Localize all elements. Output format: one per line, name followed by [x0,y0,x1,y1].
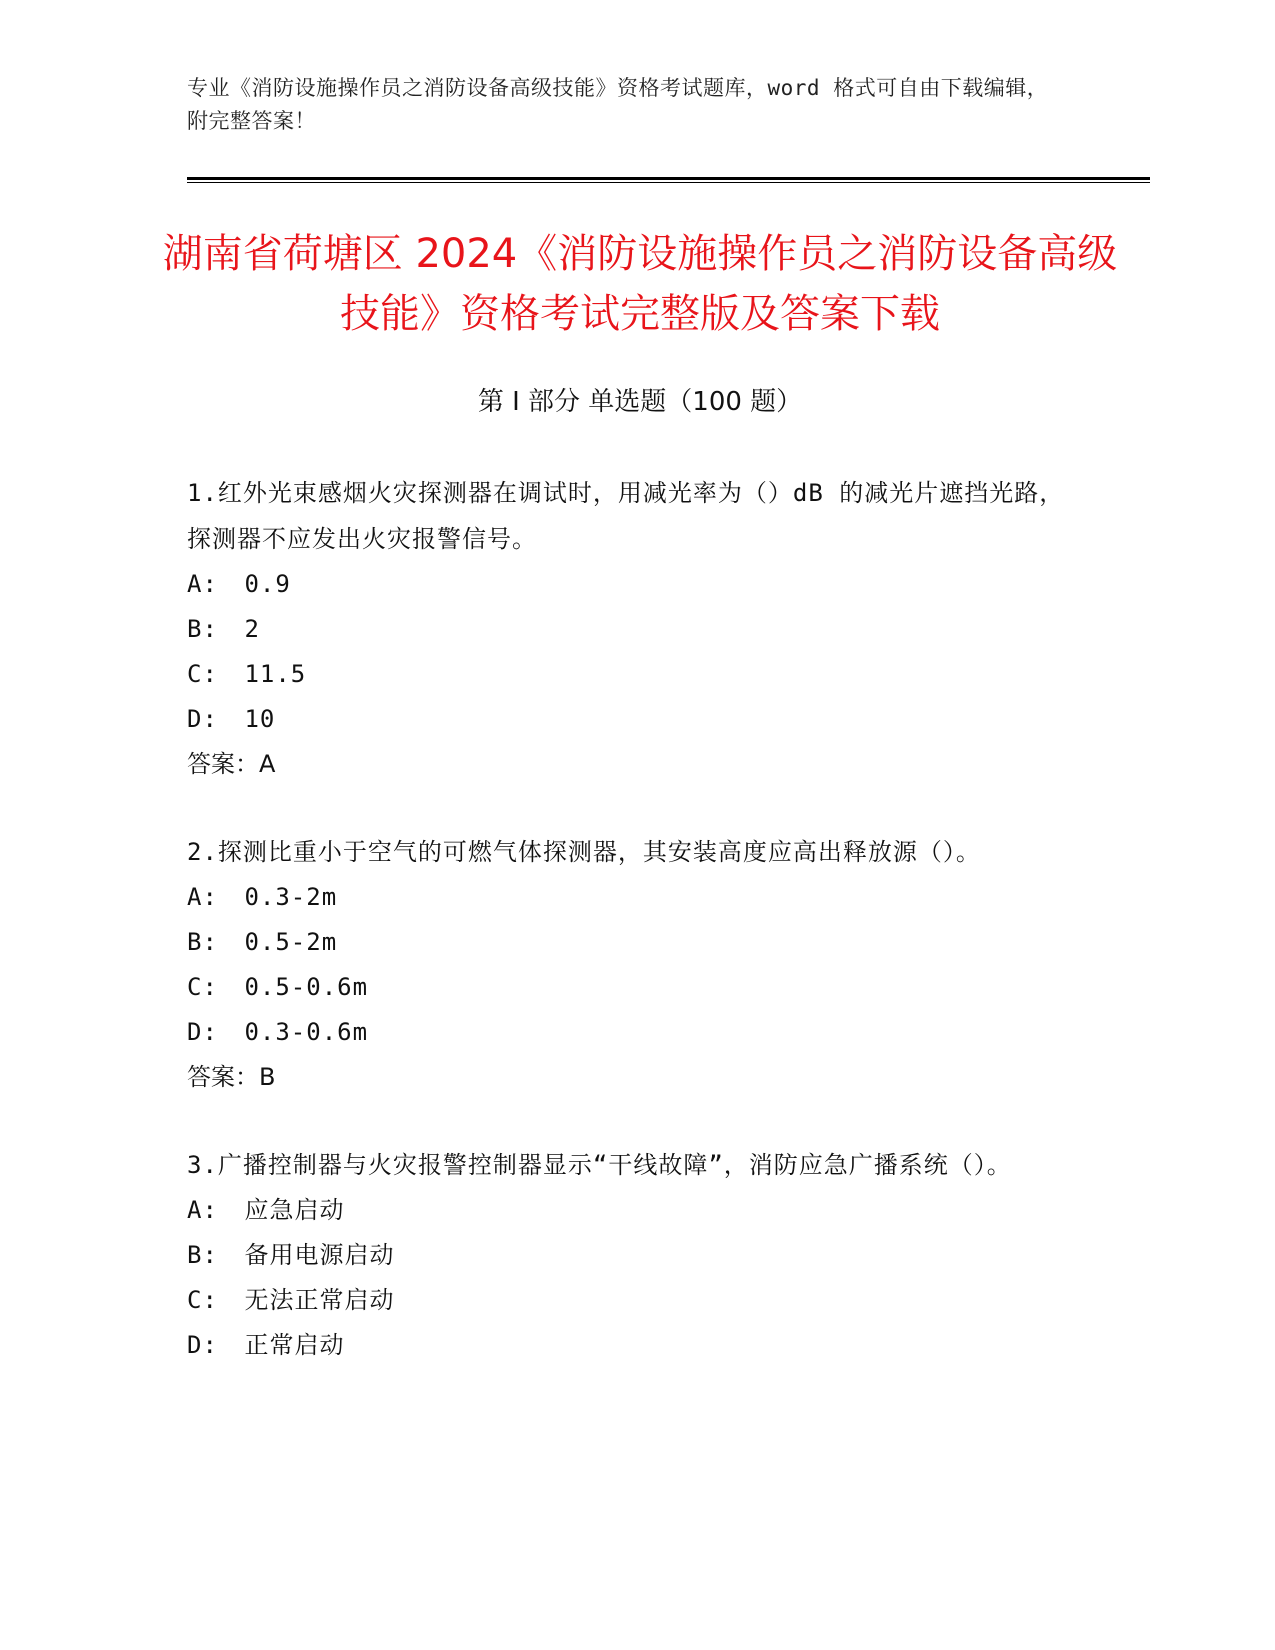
option-label: C: [187,973,218,1001]
header-note: 专业《消防设施操作员之消防设备高级技能》资格考试题库，word 格式可自由下载编辑，附完整答案！ [187,76,1049,133]
option-label: B: [187,1241,218,1269]
option-label: C: [187,1286,218,1314]
option-label: A: [187,883,218,911]
option-d [187,1010,1067,1055]
question-2 [187,829,1067,1100]
option-label: A: [187,1196,218,1224]
question-stem: 1.红外光束感烟火灾探测器在调试时，用减光率为（）dB 的减光片遮挡光路，探测器不应发出火灾报警信号。 [187,479,1065,553]
option-label: A: [187,570,218,598]
option-label: B: [187,928,218,956]
option-text: 正常启动 [244,1331,345,1359]
option-a [187,875,1067,920]
option-text: 备用电源启动 [244,1241,395,1269]
option-c [187,965,1067,1010]
answer-line: 答案：A [187,750,276,778]
option-text: 0.5-0.6m [244,973,369,1001]
header-rule-thick [187,177,1150,180]
option-text: 0.3-2m [244,883,338,911]
option-d [187,697,1067,742]
option-d [187,1323,1067,1368]
option-label: D: [187,1018,218,1046]
option-text: 11.5 [244,660,307,688]
option-label: B: [187,615,218,643]
option-text: 0.3-0.6m [244,1018,369,1046]
option-text: 0.5-2m [244,928,338,956]
option-text: 应急启动 [244,1196,345,1224]
option-text: 10 [244,705,276,733]
option-label: D: [187,1331,218,1359]
option-text: 2 [244,615,260,643]
option-b [187,1233,1067,1278]
option-c [187,652,1067,697]
question-stem: 3.广播控制器与火灾报警控制器显示“干线故障”，消防应急广播系统（）。 [187,1151,1012,1179]
option-b [187,607,1067,652]
question-1 [187,470,1067,787]
option-b [187,920,1067,965]
option-text: 无法正常启动 [244,1286,395,1314]
answer-line: 答案：B [187,1063,276,1091]
option-label: D: [187,705,218,733]
option-a [187,1188,1067,1233]
section-heading: 第 I 部分 单选题（100 题） [477,387,803,417]
option-label: C: [187,660,218,688]
question-3 [187,1142,1067,1368]
question-stem: 2.探测比重小于空气的可燃气体探测器，其安装高度应高出释放源（）。 [187,838,981,866]
option-c [187,1278,1067,1323]
option-a [187,562,1067,607]
header-rule-thin [187,182,1150,183]
document-title: 湖南省荷塘区 2024《消防设施操作员之消防设备高级技能》资格考试完整版及答案下载 [162,231,1118,337]
option-text: 0.9 [244,570,291,598]
question-list [187,470,1067,1410]
